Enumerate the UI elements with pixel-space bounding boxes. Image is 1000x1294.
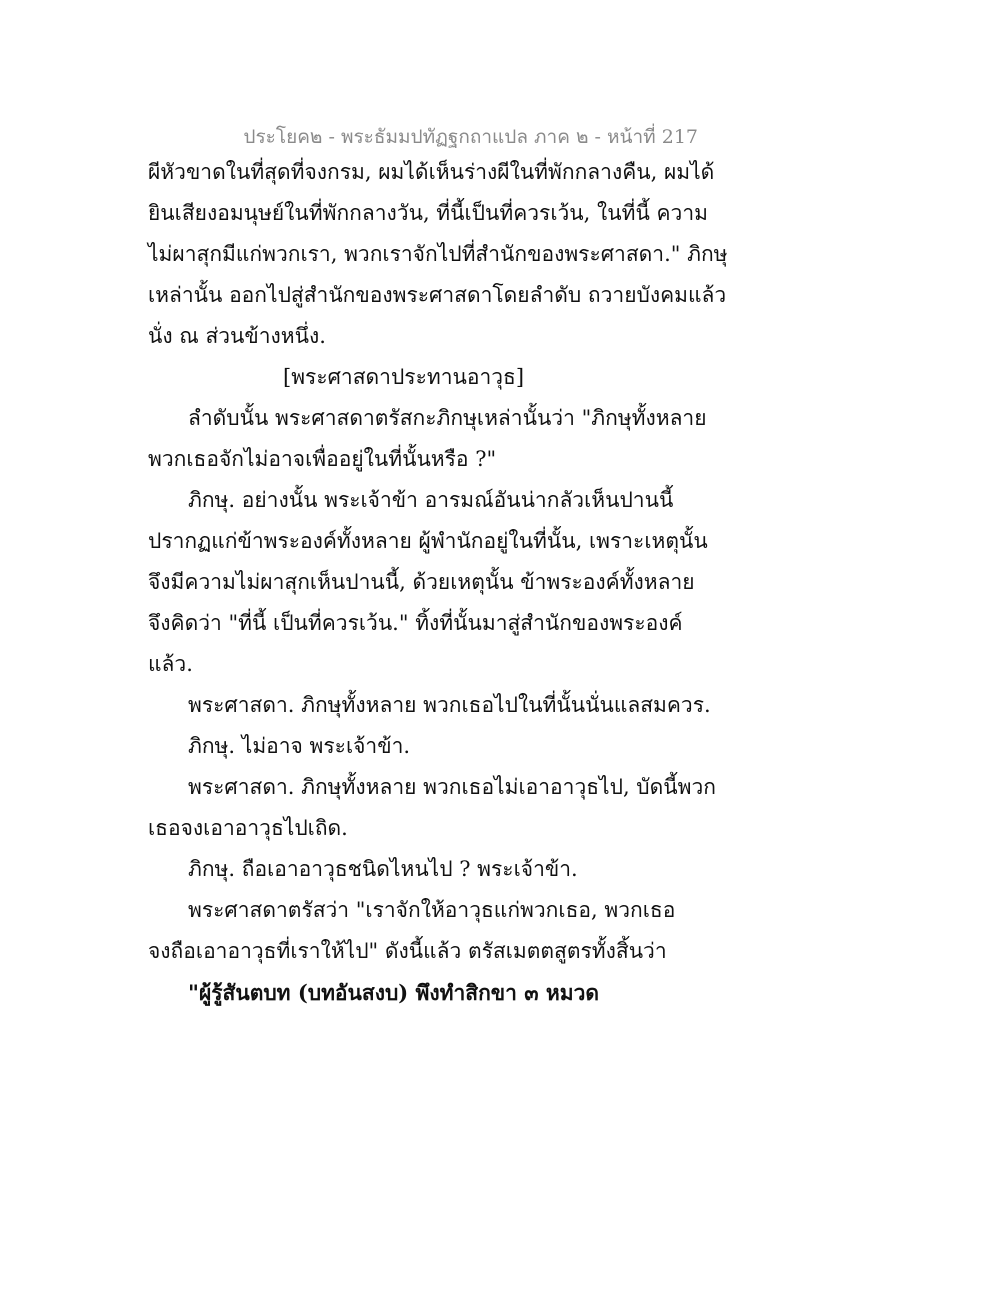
text-line: ภิกษุ. ถือเอาอาวุธชนิดไหนไป ? พระเจ้าข้า. [188, 857, 578, 881]
text-line: ไม่ผาสุกมีแก่พวกเรา, พวกเราจักไปที่สำนักของพระศาสดา." ภิกษุ [148, 242, 728, 266]
text-line: จึงคิดว่า "ที่นี้ เป็นที่ควรเว้น." ทิ้งที่นั้นมาสู่สำนักของพระองค์ [148, 611, 683, 635]
text-body [148, 152, 728, 1013]
page-header: ประโยค๒ - พระธัมมปทัฏฐกถาแปล ภาค ๒ - หน้าที่ 217 [243, 126, 698, 148]
text-line: พระศาสดา. ภิกษุทั้งหลาย พวกเธอไปในที่นั้นนั่นแลสมควร. [188, 693, 711, 717]
section-heading: [พระศาสดาประทานอาวุธ] [283, 365, 525, 389]
text-line: ผีหัวขาดในที่สุดที่จงกรม, ผมได้เห็นร่างผีในที่พักกลางคืน, ผมได้ [148, 160, 715, 184]
text-line: เหล่านั้น ออกไปสู่สำนักของพระศาสดาโดยลำดับ ถวายบังคมแล้ว [148, 283, 727, 307]
text-line: ภิกษุ. อย่างนั้น พระเจ้าข้า อารมณ์อันน่ากลัวเห็นปานนี้ [188, 488, 674, 512]
text-line: เธอจงเอาอาวุธไปเถิด. [148, 816, 348, 840]
text-line: พวกเธอจักไม่อาจเพื่ออยู่ในที่นั้นหรือ ?" [148, 447, 497, 471]
text-line: ปรากฏแก่ข้าพระองค์ทั้งหลาย ผู้พำนักอยู่ในที่นั้น, เพราะเหตุนั้น [148, 529, 708, 553]
text-line: พระศาสดาตรัสว่า "เราจักให้อาวุธแก่พวกเธอ, พวกเธอ [188, 898, 676, 922]
verse-line: "ผู้รู้สันตบท (บทอันสงบ) พึงทำสิกขา ๓ หมวด [188, 980, 600, 1005]
text-line: ยินเสียงอมนุษย์ในที่พักกลางวัน, ที่นี้เป็นที่ควรเว้น, ในที่นี้ ความ [148, 201, 708, 225]
text-line: ภิกษุ. ไม่อาจ พระเจ้าข้า. [188, 734, 411, 758]
text-line: จงถือเอาอาวุธที่เราให้ไป" ดังนี้แล้ว ตรัสเมตตสูตรทั้งสิ้นว่า [148, 939, 667, 963]
text-line: แล้ว. [148, 652, 193, 676]
text-line: พระศาสดา. ภิกษุทั้งหลาย พวกเธอไม่เอาอาวุธไป, บัดนี้พวก [188, 775, 716, 799]
text-line: จึงมีความไม่ผาสุกเห็นปานนี้, ด้วยเหตุนั้น ข้าพระองค์ทั้งหลาย [148, 570, 695, 594]
text-line: ลำดับนั้น พระศาสดาตรัสกะภิกษุเหล่านั้นว่า "ภิกษุทั้งหลาย [188, 406, 707, 430]
text-line: นั่ง ณ ส่วนข้างหนึ่ง. [148, 324, 326, 348]
